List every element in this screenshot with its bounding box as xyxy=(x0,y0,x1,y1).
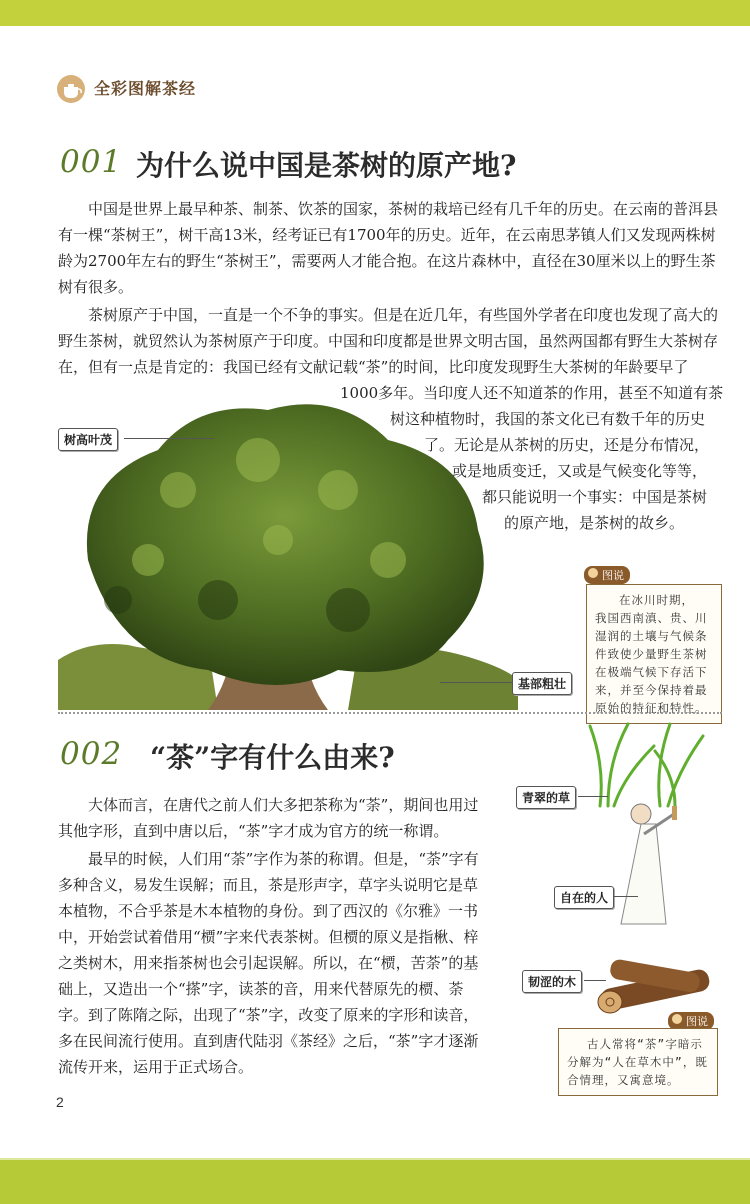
caption-line: 在极端气候下存活下 xyxy=(595,665,708,679)
bottom-color-band xyxy=(0,1160,750,1204)
page-number: 2 xyxy=(56,1094,64,1110)
wood-logs-illustration xyxy=(590,950,720,1020)
person-illustration xyxy=(596,800,696,930)
caption-box xyxy=(586,584,722,724)
grass-illustration xyxy=(580,718,710,808)
section2-paragraph-2: 最早的时候，人们用“荼”字作为茶的称谓。但是，“荼”字有多种含义，易发生误解；而且，茶是形声字，草字头说明它是草本植物，不合乎茶是木本植物的身份。到了西汉的《尔雅》一书中，开始尝试着借用“槚”字来代表茶树。但槚的原义是指楸、梓之类树木，用来指茶树也会引起误解。所以，在“槚，苦荼”的基础上，又造出一个“搽”字，读茶的音，用来代替原先的槚、荼字。到了陈隋之际，出现了“茶”字，改变了原来的字形和读音，多在民间流行使用。直到唐代陆羽《茶经》之后，“茶”字才逐渐流传开来，运用于正式场合。 xyxy=(58,850,479,1076)
leader-line xyxy=(584,980,606,981)
book-title: 全彩图解茶经 xyxy=(94,79,197,98)
tea-tree-illustration xyxy=(58,400,518,710)
wrap-text-line: 了。无论是从茶树的历史，还是分布情况， xyxy=(424,436,710,454)
caption-tag-icon xyxy=(672,1014,682,1024)
leader-line xyxy=(578,796,608,797)
caption-tag-label: 图说 xyxy=(602,569,624,582)
caption-tag xyxy=(584,566,630,584)
section-number: 002 xyxy=(60,736,123,772)
wrap-text-line: 1000多年。当印度人还不知道茶的作用，甚至不知道有茶 xyxy=(340,384,724,402)
caption-line: 来，并至今保持着最 xyxy=(595,683,708,697)
caption-line: 合情理，又寓意境。 xyxy=(567,1073,680,1087)
wrap-text-line: 的原产地，是茶树的故乡。 xyxy=(504,514,685,532)
caption-line: 在冰川时期， xyxy=(619,593,694,607)
wrap-text-line: 或是地质变迁，又或是气候变化等等， xyxy=(452,462,708,480)
caption-line: 原始的特征和特性。 xyxy=(595,701,708,715)
section2-paragraph-1: 大体而言，在唐代之前人们大多把茶称为“荼”，期间也用过其他字形，直到中唐以后，“茶”字才成为官方的统一称谓。 xyxy=(58,796,479,840)
caption-tag-label: 图说 xyxy=(686,1015,708,1028)
label-tree-base: 基部粗壮 xyxy=(512,672,572,695)
wrap-text-line: 树这种植物时，我国的茶文化已有数千年的历史 xyxy=(390,410,706,428)
section-divider xyxy=(58,712,722,714)
caption-line: 件致使少量野生茶树 xyxy=(595,647,708,661)
caption-tag-icon xyxy=(588,568,598,578)
section-number: 001 xyxy=(60,144,123,180)
top-color-band xyxy=(0,0,750,26)
section-title: “茶”字有什么由来? xyxy=(150,741,395,774)
caption-box xyxy=(558,1028,718,1096)
leader-line xyxy=(614,896,638,897)
leader-line xyxy=(440,682,512,683)
leader-line xyxy=(124,438,214,439)
label-person: 自在的人 xyxy=(554,886,614,909)
section1-paragraph-1: 中国是世界上最早种茶、制茶、饮茶的国家，茶树的栽培已经有几千年的历史。在云南的普洱县有一棵“茶树王”，树干高13米，经考证已有1700年的历史。近年，在云南思茅镇人们又发现两株树龄为2700年左右的野生“茶树王”，需要两人才能合抱。在这片森林中，直径在30厘米以上的野生茶树有很多。 xyxy=(58,200,719,296)
caption-line: 我国西南滇、贵、川 xyxy=(595,611,708,625)
caption-line: 分解为“人在草木中”，既 xyxy=(567,1055,708,1069)
wrap-text-line: 都只能说明一个事实：中国是茶树 xyxy=(482,488,708,506)
teapot-logo-icon xyxy=(56,74,86,104)
label-wood: 韧涩的木 xyxy=(522,970,582,993)
label-tree-top: 树高叶茂 xyxy=(58,428,118,451)
section1-paragraph-2: 茶树原产于中国，一直是一个不争的事实。但是在近几年，有些国外学者在印度也发现了高大的野生茶树，就贸然认为茶树原产于印度。中国和印度都是世界文明古国，虽然两国都有野生大茶树存在，但有一点是肯定的：我国已经有文献记载“茶”的时间，比印度发现野生大茶树的年龄要早了 xyxy=(58,306,719,376)
label-grass: 青翠的草 xyxy=(516,786,576,809)
section-title: 为什么说中国是茶树的原产地? xyxy=(136,149,517,182)
caption-line: 湿润的土壤与气候条 xyxy=(595,629,708,643)
caption-line: 古人常将“茶”字暗示 xyxy=(587,1037,703,1051)
